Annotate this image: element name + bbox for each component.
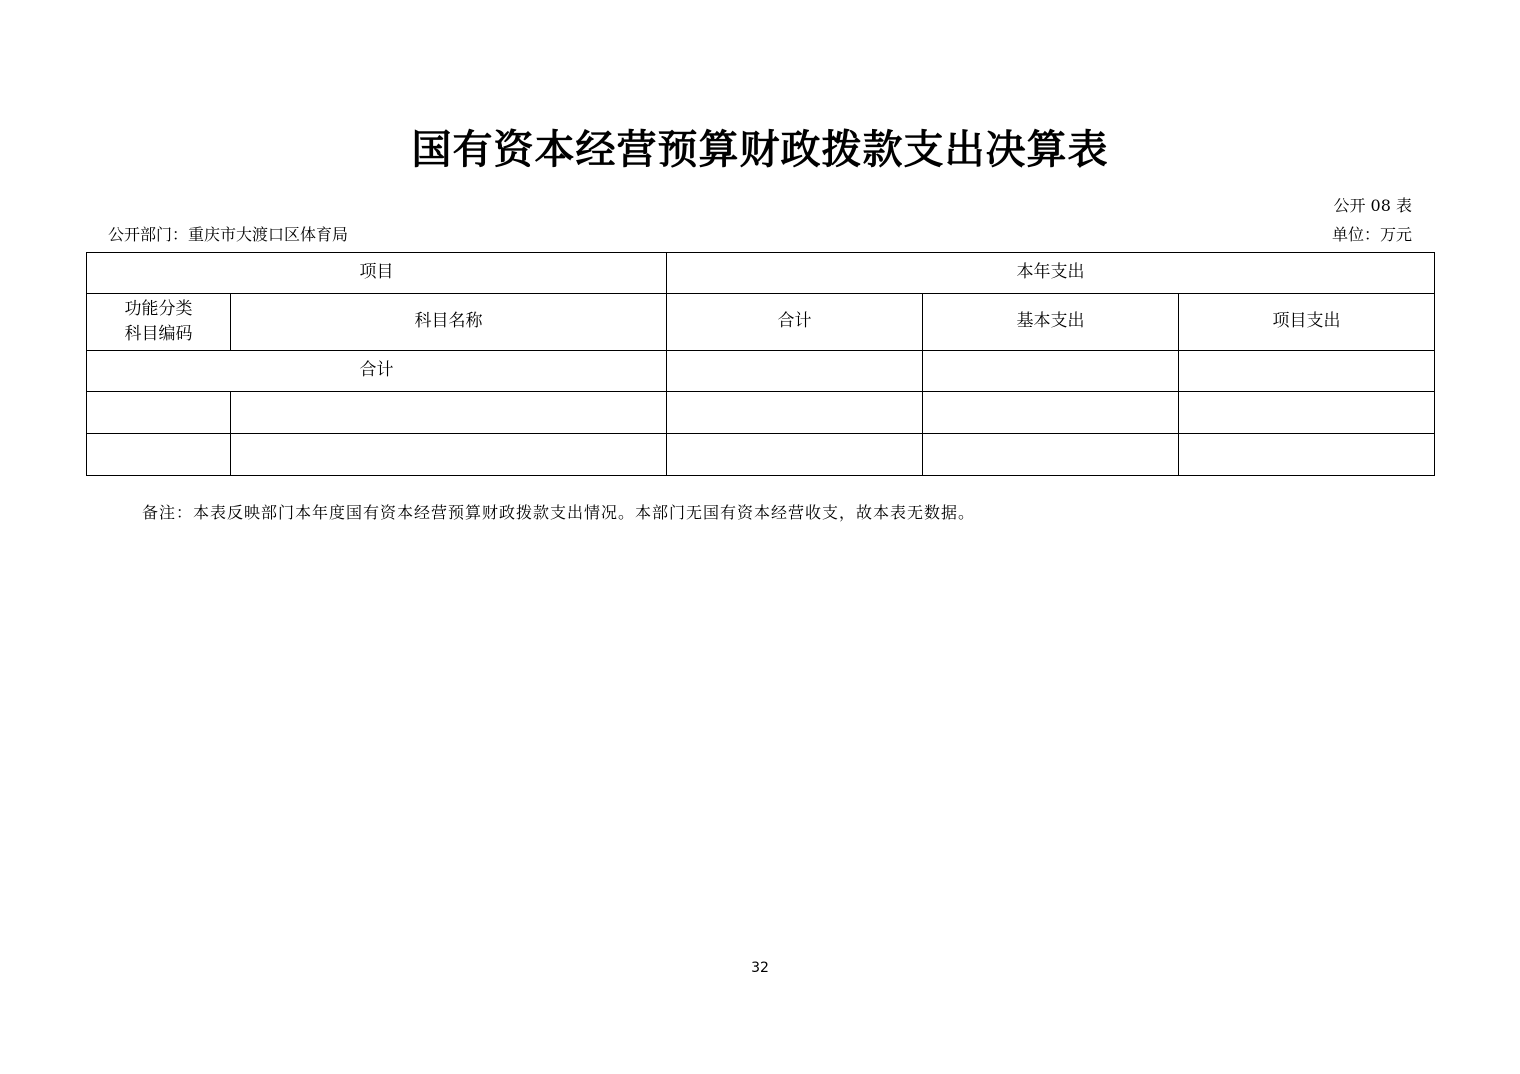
header-function-code-line1: 功能分类 (124, 298, 193, 319)
cell-code (87, 434, 231, 476)
total-row-basic (923, 351, 1179, 392)
cell-code (87, 392, 231, 434)
cell-name (231, 392, 667, 434)
header-function-code-line2: 科目编码 (124, 324, 193, 344)
department-label: 公开部门：重庆市大渡口区体育局 (108, 225, 349, 244)
header-subject-name: 科目名称 (231, 294, 667, 351)
header-project-expense: 项目支出 (1179, 294, 1435, 351)
cell-basic (923, 392, 1179, 434)
expenditure-table (86, 252, 1435, 476)
form-number: 公开 08 表 (1333, 196, 1412, 215)
unit-label: 单位：万元 (1331, 225, 1412, 244)
total-row (87, 351, 1435, 392)
cell-total (667, 392, 923, 434)
cell-project (1179, 392, 1435, 434)
page-title: 国有资本经营预算财政拨款支出决算表 (411, 127, 1109, 173)
cell-total (667, 434, 923, 476)
table-row (87, 434, 1435, 476)
total-row-total (667, 351, 923, 392)
header-year-expense: 本年支出 (667, 253, 1435, 294)
cell-name (231, 434, 667, 476)
header-basic-expense: 基本支出 (923, 294, 1179, 351)
table-subheader-row (87, 294, 1435, 351)
header-function-code (87, 294, 231, 351)
page-number: 32 (751, 960, 769, 976)
table-row (87, 392, 1435, 434)
total-row-label: 合计 (87, 351, 667, 392)
header-total: 合计 (667, 294, 923, 351)
table-note: 备注：本表反映部门本年度国有资本经营预算财政拨款支出情况。本部门无国有资本经营收支，故本表无数据。 (142, 503, 976, 522)
cell-project (1179, 434, 1435, 476)
total-row-project (1179, 351, 1435, 392)
cell-basic (923, 434, 1179, 476)
header-item: 项目 (87, 253, 667, 294)
table-header-row (87, 253, 1435, 294)
